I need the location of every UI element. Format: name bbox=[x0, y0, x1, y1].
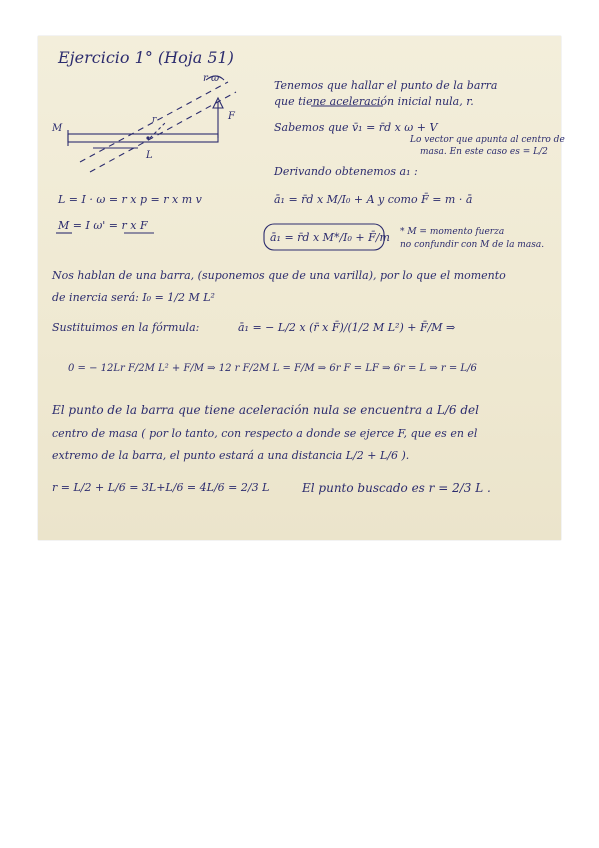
text-line: Sabemos que v̄₁ = r̄d x ω + V bbox=[274, 121, 438, 134]
final-calculation: r = L/2 + L/6 = 3L+L/6 = 4L/6 = 2/3 L bbox=[52, 481, 270, 494]
substitution-label: Sustituimos en la fórmula: bbox=[52, 321, 200, 334]
paragraph-line: extremo de la barra, el punto estará a una distancia L/2 + L/6 ). bbox=[52, 449, 410, 462]
paragraph-line: de inercia será: I₀ = 1/2 M L² bbox=[52, 291, 215, 304]
figure-label-rw: r ω bbox=[203, 73, 220, 84]
figure-label-m: M bbox=[52, 123, 63, 134]
boxed-equation: ā₁ = r̄d x M*/I₀ + F̄/m bbox=[270, 231, 390, 244]
final-answer: El punto buscado es r = 2/3 L . bbox=[302, 481, 491, 495]
text-line: Derivando obtenemos a₁ : bbox=[274, 165, 418, 178]
notebook-photo bbox=[38, 36, 565, 540]
exercise-title: Ejercicio 1° (Hoja 51) bbox=[58, 48, 234, 67]
note-line: * M = momento fuerza bbox=[400, 227, 505, 237]
note-line: masa. En este caso es = L/2 bbox=[420, 147, 548, 157]
equation-line: M = I ω' = r x F bbox=[58, 219, 148, 232]
figure-label-f: F bbox=[228, 111, 235, 122]
substitution-expression: ā₁ = − L/2 x (r̄ x F̄)/(1/2 M L²) + F̄/M ⇒ bbox=[238, 321, 456, 334]
paragraph-line: centro de masa ( por lo tanto, con respecto a donde se ejerce F, que es en el bbox=[52, 427, 478, 440]
paragraph-line: Nos hablan de una barra, (suponemos que de una varilla), por lo que el momento bbox=[52, 269, 506, 282]
bar-diagram bbox=[38, 36, 561, 540]
text-line: que tiene aceleración inicial nula, r. bbox=[274, 95, 474, 108]
paragraph-line: El punto de la barra que tiene aceleración nula se encuentra a L/6 del bbox=[52, 403, 479, 417]
figure-label-r: r bbox=[152, 115, 157, 125]
equation-line: L = I · ω = r x p = r x m v bbox=[58, 193, 202, 206]
note-line: no confundir con M de la masa. bbox=[400, 240, 545, 250]
figure-label-l: L bbox=[146, 150, 153, 161]
note-line: Lo vector que apunta al centro de bbox=[410, 135, 565, 145]
text-line: Tenemos que hallar el punto de la barra bbox=[274, 79, 498, 92]
text-line: ā₁ = r̄d x M/I₀ + A y como F̄ = m · ā bbox=[274, 193, 473, 206]
solve-line: 0 = − 12Lr F/2M L² + F/M ⇒ 12 r F/2M L = F/M ⇒ 6r F = LF ⇒ 6r = L ⇒ r = L/6 bbox=[68, 363, 477, 374]
